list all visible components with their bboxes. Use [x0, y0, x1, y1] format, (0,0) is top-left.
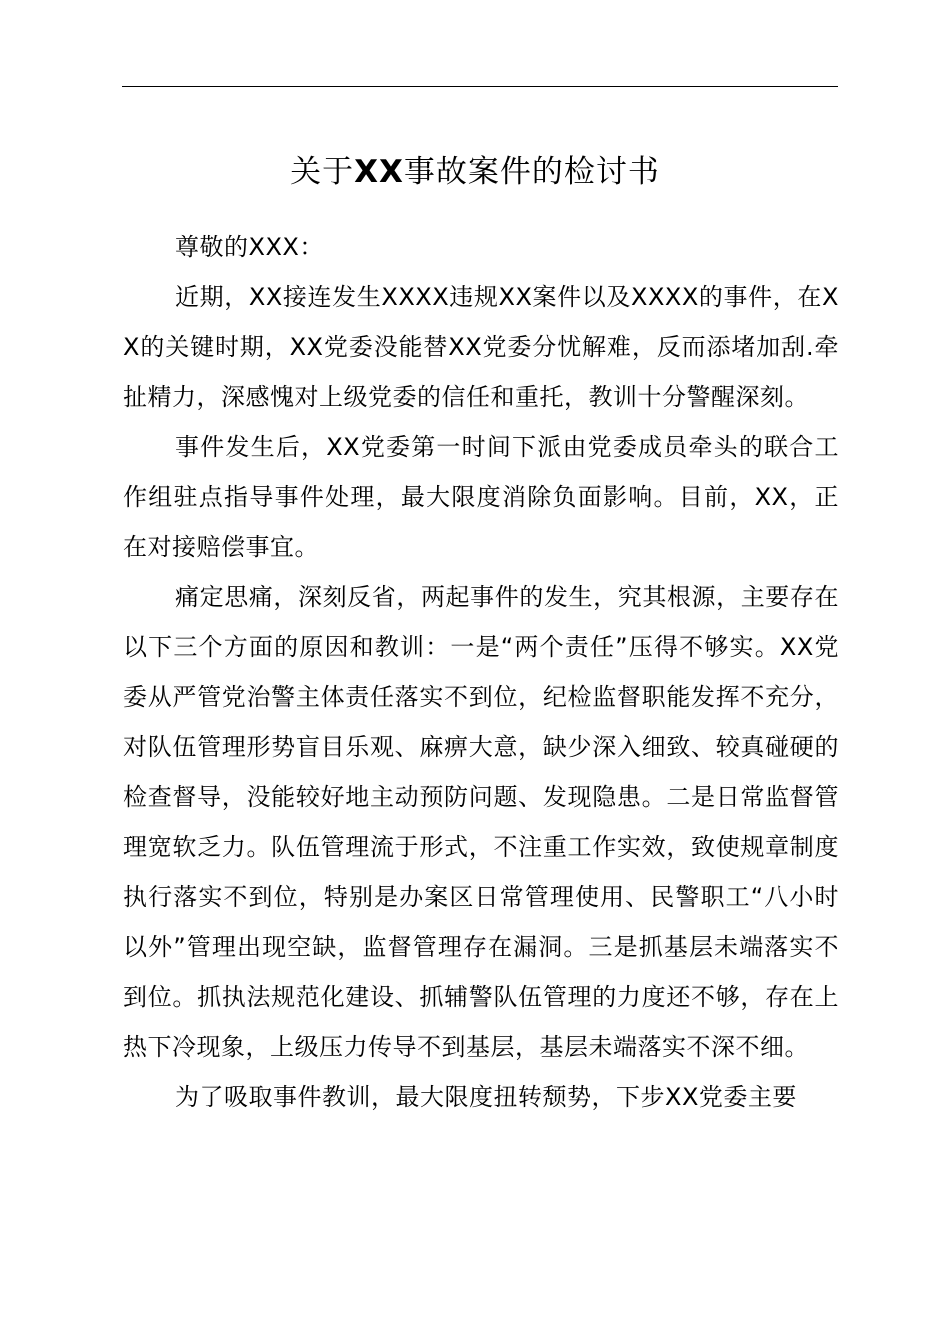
- title-prefix: 关于: [290, 154, 355, 190]
- document-body: [123, 222, 839, 1122]
- paragraph-3: 痛定思痛，深刻反省，两起事件的发生，究其根源，主要存在以下三个方面的原因和教训：一是“两个责任”压得不够实。XX党委从严管党治警主体责任落实不到位，纪检监督职能发挥不充分，对队伍管理形势盲目乐观、麻痹大意，缺少深入细致、较真碰硬的检查督导，没能较好地主动预防问题、发现隐患。二是日常监督管理宽软乏力。队伍管理流于形式，不注重工作实效，致使规章制度执行落实不到位，特别是办案区日常管理使用、民警职工“八小时以外”管理出现空缺，监督管理存在漏洞。三是抓基层未端落实不到位。抓执法规范化建设、抓辅警队伍管理的力度还不够，存在上热下冷现象，上级压力传导不到基层，基层未端落实不深不细。: [123, 583, 839, 1061]
- salutation: 尊敬的XXX：: [175, 233, 324, 261]
- paragraph-4: 为了吸取事件教训，最大限度扭转颓势，下步XX党委主要: [175, 1083, 797, 1111]
- title-placeholder: XX: [354, 154, 404, 190]
- header-rule: [122, 86, 838, 87]
- paragraph-1: 近期，XX接连发生XXXX违规XX案件以及XXXX的事件，在XX的关键时期，XX党委没能替XX党委分忧解难，反而添堵加刮.牵扯精力，深感愧对上级党委的信任和重托，教训十分警醒深刻。: [123, 283, 839, 411]
- paragraph-2: 事件发生后，XX党委第一时间下派由党委成员牵头的联合工作组驻点指导事件处理，最大限度消除负面影响。目前，XX，正在对接赔偿事宜。: [123, 433, 839, 561]
- document-title: [0, 150, 950, 194]
- title-suffix: 事故案件的检讨书: [403, 154, 660, 190]
